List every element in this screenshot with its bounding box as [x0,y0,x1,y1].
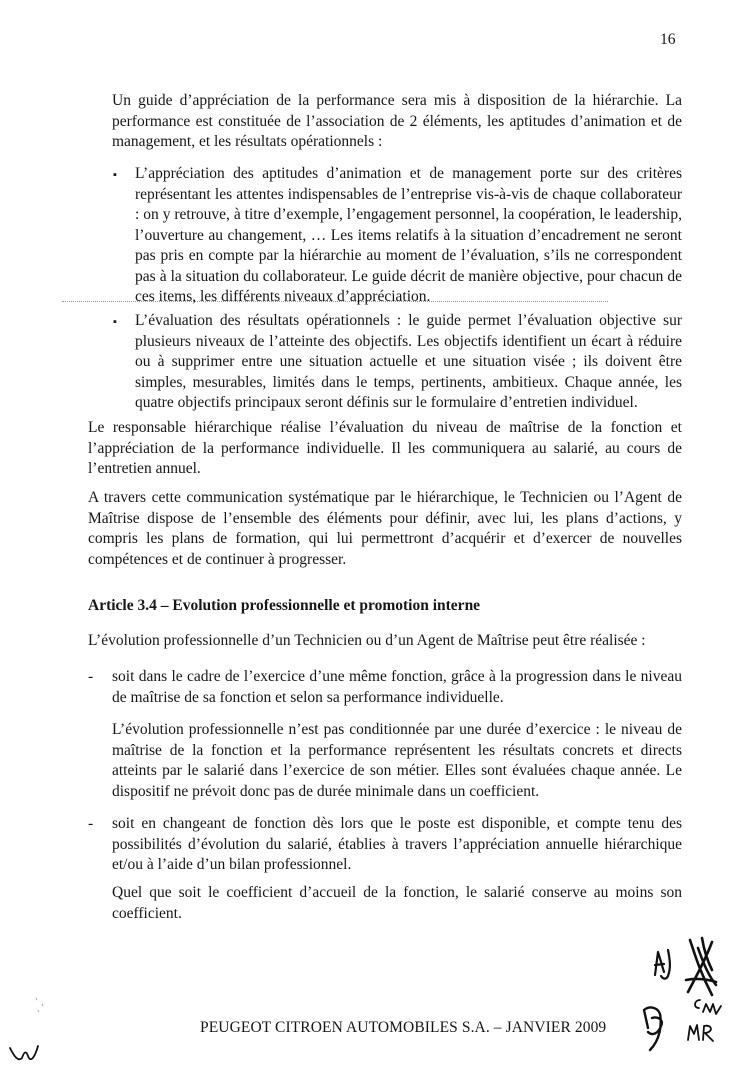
dash-marker: - [88,668,94,685]
dash-marker: - [88,815,94,832]
dash-item-meme-fonction-detail: L’évolution professionnelle n’est pas conditionnée par une durée d’exercice : le niveau de maîtrise de la fonction et la performance représentent les résultats concrets et directs atteints par le salarié dans l’exercice de son métier. Elles sont évaluées chaque année. Le dispositif ne prévoit donc pas de durée minimale dans un coefficient. [112,721,682,800]
intro-paragraph: Un guide d’appréciation de la performance sera mis à disposition de la hiérarchie. La performance est constituée de l’association de 2 éléments, les aptitudes d’animation et de management, et les résultats opérationnels : [112,92,682,150]
bullet-marker: ▪ [113,316,117,328]
article-heading: Article 3.4 – Evolution professionnelle et promotion interne [88,597,481,614]
article-intro: L’évolution professionnelle d’un Technicien ou d’un Agent de Maîtrise peut être réalisée : [88,632,646,649]
dash-item-changement-fonction-detail: Quel que soit le coefficient d’accueil de la fonction, le salarié conserve au moins son coefficient. [112,884,682,922]
bullet-item-resultats: L’évaluation des résultats opérationnels : le guide permet l’évaluation objective sur plusieurs niveaux de l’atteinte des objectifs. Les objectifs identifient un écart à réduire ou à supprimer entre une situation actuelle et une situation visée ; ils doivent être simples, mesurables, limités dans le temps, pertinents, ambitieux. Chaque année, les quatre objectifs principaux seront définis sur le formulaire d’entretien individuel. [135,312,682,411]
paragraph-communication: A travers cette communication systématique par le hiérarchique, le Technicien ou l’Agent de Maîtrise dispose de l’ensemble des éléments pour définir, avec lui, les plans d’actions, y compris les plans de formation, qui lui permettront d’acquérir et d’exercer de nouvelles compétences et de continuer à progresser. [88,489,682,568]
page-number: 16 [660,31,676,48]
dash-item-meme-fonction: soit dans le cadre de l’exercice d’une même fonction, grâce à la progression dans le niveau de maîtrise de sa fonction et selon sa performance individuelle. [112,668,682,706]
bullet-item-aptitudes: L’appréciation des aptitudes d’animation et de management porte sur des critères représentant les attentes indispensables de l’entreprise vis-à-vis de chaque collaborateur : on y retrouve, à titre d’exemple, l’engagement personnel, la coopération, le leadership, l’ouverture au changement, … Les items relatifs à la situation d’encadrement ne seront pas pris en compte par la hiérarchie au moment de l’évaluation, s’ils ne correspondent pas à la situation du collaborateur. Le guide décrit de manière objective, pour chacun de ces items, les différents niveaux d’appréciation. [135,165,682,305]
bullet-marker: ▪ [113,169,117,181]
paragraph-responsable: Le responsable hiérarchique réalise l’évaluation du niveau de maîtrise de la fonction et l’appréciation de la performance individuelle. Il les communiquera au salarié, au cours de l’entretien annuel. [88,419,682,477]
footer-text: PEUGEOT CITROEN AUTOMOBILES S.A. – JANVIER 2009 [200,1019,607,1036]
dash-item-changement-fonction: soit en changeant de fonction dès lors que le poste est disponible, et compte tenu des possibilités d’évolution du salarié, établies à travers l’appréciation annuelle hiérarchique et/ou à l’aide d’un bilan professionnel. [112,815,682,873]
